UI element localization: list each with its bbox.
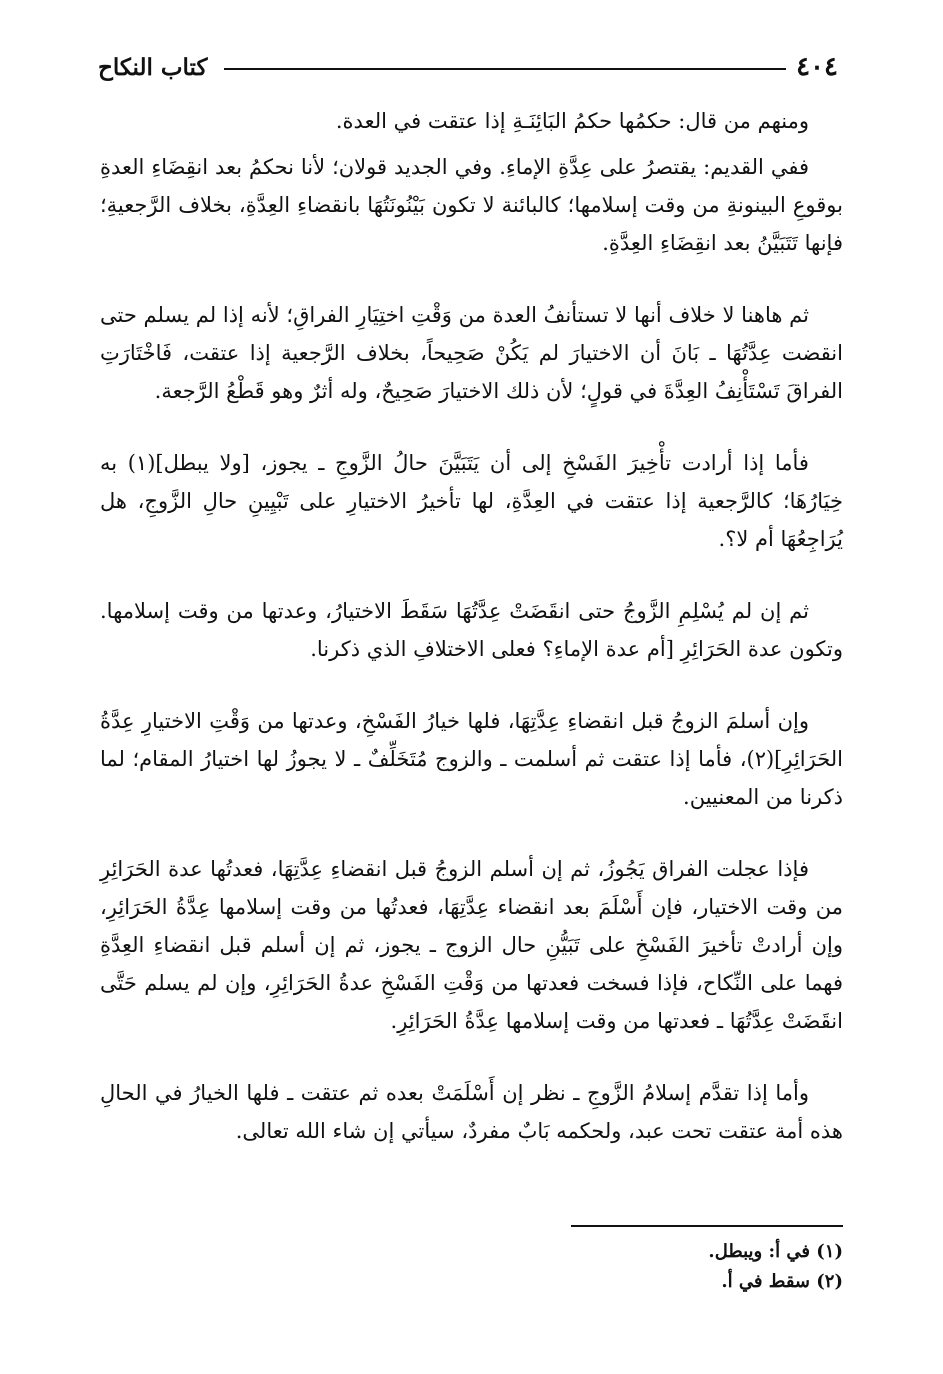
footnote: (١) في أ: ويبطل.	[708, 1241, 843, 1262]
header-rule	[224, 68, 786, 70]
footnote-rule	[571, 1225, 843, 1227]
paragraph: فإذا عجلت الفراق يَجُوزُ، ثم إن أسلم الزوجُ قبل انقضاءِ عِدَّتِهَا، فعدتُها عدة الحَرَائِرِ من وقت الاختيار، فإن أَسْلَمَ بعد انقضاء عِدَّتِهَا، فعدتُها من وقت إسلامها عِدَّةُ الحَرَائِرِ، وإن أرادتْ تأخيرَ الفَسْخِ على تَبَيُّنِ حال الزوج ـ يجوز، ثم إن أسلم قبل انقضاءِ العِدَّةِ فهما على النِّكاح، فإذا فسخت فعدتها من وَقْتِ الفَسْخِ عدةُ الحَرَائِرِ، وإن لم يسلم حَتَّى انقَضَتْ عِدَّتُهَا ـ فعدتها من وقت إسلامها عِدَّةُ الحَرَائِرِ.	[100, 857, 843, 1033]
footnote: (٢) سقط في أ.	[721, 1271, 843, 1292]
paragraph: وإن أسلمَ الزوجُ قبل انقضاءِ عِدَّتِهَا، فلها خيارُ الفَسْخِ، وعدتها من وَقْتِ الاختيارِ عِدَّةُ الحَرَائِرِ](٢)، فأما إذا عتقت ثم أسلمت ـ والزوج مُتَخَلِّفٌ ـ لا يجوزُ لها اختيارُ المقام؛ لما ذكرنا من المعنيين.	[100, 709, 843, 809]
paragraph: ثم هاهنا لا خلاف أنها لا تستأنفُ العدة من وَقْتِ اختِيَارِ الفراقِ؛ لأنه إذا لم يسلم حتى انقضت عِدَّتُهَا ـ بَانَ أن الاختيارَ لم يَكُنْ صَحِيحاً، بخلاف الرَّجعية إذا عتقت، فَاخْتَارَتِ الفراقَ تَسْتَأْنِفُ العِدَّةَ في قولٍ؛ لأن ذلك الاختيارَ صَحِيحٌ، وله أثرٌ وهو قَطْعُ الرَّجعة.	[100, 303, 843, 403]
footnotes	[100, 1237, 843, 1297]
paragraph: وأما إذا تقدَّم إسلامُ الزَّوجِ ـ نظر إن أَسْلَمَتْ بعده ثم عتقت ـ فلها الخيارُ في الحالِ هذه أمة عتقت تحت عبد، ولحكمه بَابٌ مفردٌ، سيأتي إن شاء الله تعالى.	[100, 1081, 843, 1143]
page-header	[98, 52, 838, 92]
paragraph: فأما إذا أرادت تأْخِيرَ الفَسْخِ إلى أن يَتَبَيَّنَ حالُ الزَّوجِ ـ يجوز، [ولا يبطل](١) به خِيَارُهَا؛ كالرَّجعية إذا عتقت في العِدَّةِ، لها تأخيرُ الاختيارِ على تَبْيِينِ حالِ الزَّوجِ، هل يُرَاجِعُهَا أم لا؟.	[100, 451, 843, 551]
book-title: كتاب النكاح	[98, 54, 208, 81]
paragraph: ومنهم من قال: حكمُها حكمُ البَائِنَـةِ إذا عتقت في العدة.	[335, 109, 809, 133]
paragraph: ففي القديم: يقتصرُ على عِدَّةِ الإماءِ. وفي الجديد قولان؛ لأنا نحكمُ بعد انقِضَاءِ العدةِ بوقوعِ البينونةِ من وقت إسلامها؛ كالبائنة لا تكون بَيْنُونَتُهَا بانقضاءِ العِدَّةِ، بخلاف الرَّجعيةِ؛ فإنها تَتَبَيَّنُ بعد انقِضَاءِ العِدَّةِ.	[100, 155, 843, 255]
paragraph: ثم إن لم يُسْلِمِ الزَّوجُ حتى انقَضَتْ عِدَّتُهَا سَقَطَ الاختيارُ، وعدتها من وقت إسلامها. وتكون عدة الحَرَائِرِ [أم عدة الإماءِ؟ فعلى الاختلافِ الذي ذكرنا.	[100, 599, 843, 661]
body-text	[100, 102, 843, 1184]
page-number: ٤٠٤	[796, 52, 838, 82]
